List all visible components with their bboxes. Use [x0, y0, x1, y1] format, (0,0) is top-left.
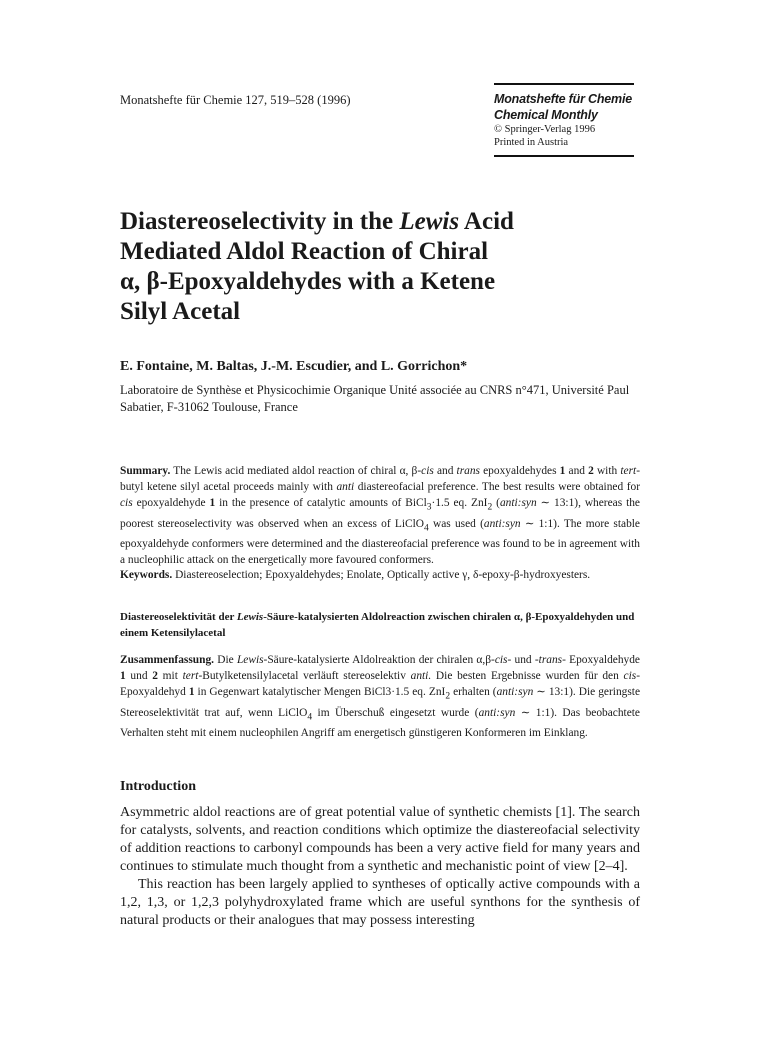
paper-title: [120, 207, 590, 327]
introduction-heading: Introduction: [120, 779, 196, 794]
title-text: Acid: [459, 208, 514, 235]
summary: Summary. The Lewis acid mediated aldol reaction of chiral α, β-cis and trans epoxyaldehydes 1 and 2 with tert-butyl ketene silyl acetal proceeds mainly with anti diastereofacial preference. The best results were obtained for cis epoxyaldehyde 1 in the presence of catalytic amounts of BiCl$_3$·1.5 eq. ZnI$_2$ (anti:syn ∼ 13:1), whereas the poorest stereoselectivity was observed when an excess of LiClO$_4$ was used (anti:syn ∼ 1:1). The more stable epoxyaldehyde conformers were determined and the diastereofacial preference was found to be in agreement with a nucleophilic attack on the energetically more favoured conformers.: [120, 465, 640, 567]
paragraph: Asymmetric aldol reactions are of great potential value of synthetic chemists [1]. The search for catalysts, solvents, and reaction conditions which optimize the diastereofacial selectivity of addition reactions to carbonyl compounds has been a very active field for many years and continues to stimulate much thought from a synthetic and mechanistic point of view [2–4].: [120, 805, 640, 874]
journal-name-de: Monatshefte für Chemie: [494, 92, 632, 106]
paragraph: This reaction has been largely applied to syntheses of optically active compounds with a 1,2, 1,3, or 1,2,3 polyhydroxylated frame which are useful synthons for the synthesis of natural products or their analogues that may possess interesting: [120, 877, 640, 928]
title-line: α, β-Epoxyaldehydes with a Ketene: [120, 268, 496, 295]
zusammenfassung: Zusammenfassung. Die Lewis-Säure-katalysierte Aldolreaktion der chiralen α,β-cis- und -trans- Epoxyaldehyde 1 und 2 mit tert-Butylketensilylacetal verläuft stereoselektiv anti. Die besten Ergebnisse wurden für den cis-Epoxyaldehyd 1 in Gegenwart katalytischer Mengen BiCl3·1.5 eq. ZnI$_2$ erhalten (anti:syn ∼ 13:1). Die geringste Stereoselektivität trat auf, wenn LiClO$_4$ im Überschuß eingesetzt wurde (anti:syn ∼ 1:1). Das beobachtete Verhalten steht mit einem nucleophilen Angriff am energetisch günstigeren Konformeren im Einklang.: [120, 654, 640, 739]
german-title: Diastereoselektivität der Lewis-Säure-katalysierten Aldolreaction zwischen chiralen α, β-Epoxyaldehyden und einem Ketensilylacetal: [120, 611, 635, 639]
printed-in: Printed in Austria: [494, 137, 569, 148]
journal-box: [494, 83, 634, 157]
title-line: Mediated Aldol Reaction of Chiral: [120, 238, 489, 265]
bottom-rule: [494, 155, 634, 157]
copyright: © Springer-Verlag 1996: [494, 124, 596, 135]
title-line: Silyl Acetal: [120, 298, 241, 325]
authors: E. Fontaine, M. Baltas, J.-M. Escudier, and L. Gorrichon*: [120, 359, 468, 374]
title-italic: Lewis: [399, 208, 460, 235]
summary-label: Summary.: [120, 465, 171, 477]
title-text: Diastereoselectivity in the: [120, 208, 400, 235]
affiliation: Laboratoire de Synthèse et Physicochimie Organique Unité associée au CNRS n°471, Université Paul Sabatier, F-31062 Toulouse, France: [120, 383, 630, 414]
journal-citation: Monatshefte für Chemie 127, 519–528 (1996): [120, 93, 351, 107]
keywords: [120, 569, 640, 581]
journal-name-en: Chemical Monthly: [494, 108, 598, 122]
keywords-label: Keywords.: [120, 569, 173, 581]
introduction-body: [120, 804, 640, 930]
zusammenfassung-label: Zusammenfassung.: [120, 654, 214, 666]
keywords-text: Diastereoselection; Epoxyaldehydes; Enolate, Optically active γ, δ-epoxy-β-hydroxyesters.: [172, 569, 591, 581]
